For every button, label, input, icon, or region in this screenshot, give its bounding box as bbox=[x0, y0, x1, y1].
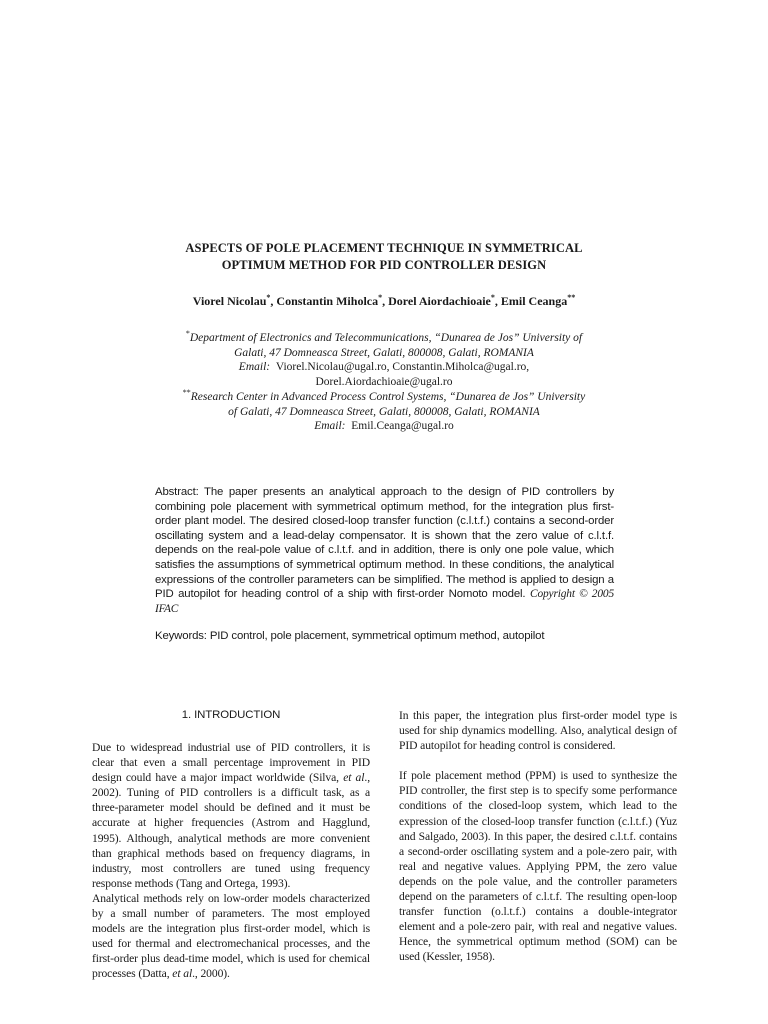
keywords: Keywords: PID control, pole placement, symmetrical optimum method, autopilot bbox=[155, 630, 545, 642]
affiliation-1-line-1: *Department of Electronics and Telecommunications, “Dunarea de Jos” University of bbox=[185, 329, 583, 344]
right-column bbox=[399, 708, 677, 965]
affiliation-1-email bbox=[120, 360, 648, 375]
affiliations bbox=[120, 331, 648, 434]
email-address: Emil.Ceanga@ugal.ro bbox=[351, 420, 454, 433]
copyright-notice: Copyright © 2005 IFAC bbox=[155, 588, 614, 615]
title-line-1: ASPECTS OF POLE PLACEMENT TECHNIQUE IN SYMMETRICAL bbox=[185, 241, 583, 255]
author-name: Viorel Nicolau bbox=[192, 294, 267, 308]
author-mark: ** bbox=[567, 293, 576, 302]
author-name: Constantin Miholca bbox=[276, 294, 379, 308]
email-label: Email: bbox=[238, 361, 271, 374]
author-list: Viorel Nicolau*, Constantin Miholca*, Dorel Aiordachioaie*, Emil Ceanga** bbox=[192, 293, 576, 308]
paragraph: In this paper, the integration plus first-order model type is used for ship dynamics modelling. Also, analytical design of PID autopilot for heading control is considered. bbox=[399, 709, 677, 753]
author-mark: * bbox=[490, 293, 495, 302]
author-name: Dorel Aiordachioaie bbox=[388, 294, 491, 308]
email-address: Viorel.Nicolau@ugal.ro, Constantin.Miholca@ugal.ro, bbox=[275, 361, 530, 374]
affiliation-mark: * bbox=[185, 329, 190, 339]
paragraph: If pole placement method (PPM) is used to synthesize the PID controller, the first step is to specify some performance conditions of the closed-loop system, which lead to the expression of the closed-loop transfer function (c.l.t.f.) (Yuz and Salgado, 2003). In this paper, the desired c.l.t.f. contains a second-order oscillating system and a pole-zero pair, with real and negative values. Applying PPM, the zero value depends on the pole value, and the controller parameters depend on the parameters of c.l.t.f. The resulting open-loop transfer function (o.l.t.f.) contains a double-integrator element and a pole-zero pair, with real and negative values. Hence, the symmetrical optimum method (SOM) can be used (Kessler, 1958). bbox=[399, 769, 677, 964]
abstract-text: Abstract: The paper presents an analytical approach to the design of PID controllers by combining pole placement with symmetrical optimum method, for the integration plus first-order plant model. The desired closed-loop transfer function (c.l.t.f.) contains a second-order oscillating system and a lead-delay compensator. It is shown that the zero value of c.l.t.f. depends on the real-pole value of c.l.t.f. and in addition, there is only one pole value, which satisfies the assumptions of symmetrical optimum method. In these conditions, the analytical expressions of the controller parameters can be simplified. The method is applied to design a PID autopilot for heading control of a ship with first-order Nomoto model. bbox=[155, 486, 614, 601]
affiliation-2-line-1: **Research Center in Advanced Process Control Systems, “Dunarea de Jos” University bbox=[182, 387, 586, 403]
paragraph: Due to widespread industrial use of PID controllers, it is clear that even a small percentage improvement in PID design could have a major impact worldwide (Silva, et al., 2002). Tuning of PID controllers is a difficult task, as a three-parameter model should be defined and it must be accurate at higher frequencies (Astrom and Hagglund, 1995). Although, analytical methods are more convenient than graphical methods based on frequency diagrams, in industry, most controllers are tuned using frequency response methods (Tang and Ortega, 1993). bbox=[92, 741, 370, 890]
paragraph-gap bbox=[399, 753, 677, 768]
affiliation-1-email-2: Dorel.Aiordachioaie@ugal.ro bbox=[315, 376, 453, 389]
affiliation-2-email bbox=[120, 419, 648, 434]
author-mark: * bbox=[266, 293, 271, 302]
author-name: Emil Ceanga bbox=[500, 294, 568, 308]
affiliation-2-line-2: of Galati, 47 Domneasca Street, Galati, 800008, Galati, ROMANIA bbox=[228, 405, 540, 418]
title-line-2: OPTIMUM METHOD FOR PID CONTROLLER DESIGN bbox=[221, 258, 547, 272]
author-mark: * bbox=[378, 293, 383, 302]
paragraph: Analytical methods rely on low-order models characterized by a small number of parameters. The most employed models are the integration plus first-order model, which is used for thermal and electromechanical processes, and the first-order plus dead-time model, which is used for chemical processes (Datta, et al., 2000). bbox=[92, 891, 370, 981]
affiliation-1-line-2: Galati, 47 Domneasca Street, Galati, 800008, Galati, ROMANIA bbox=[234, 346, 534, 359]
email-label: Email: bbox=[314, 420, 346, 433]
abstract bbox=[155, 485, 614, 616]
left-column bbox=[92, 708, 370, 982]
affiliation-mark: ** bbox=[182, 387, 191, 397]
section-heading: 1. INTRODUCTION bbox=[181, 709, 281, 721]
paper-title bbox=[60, 240, 708, 274]
